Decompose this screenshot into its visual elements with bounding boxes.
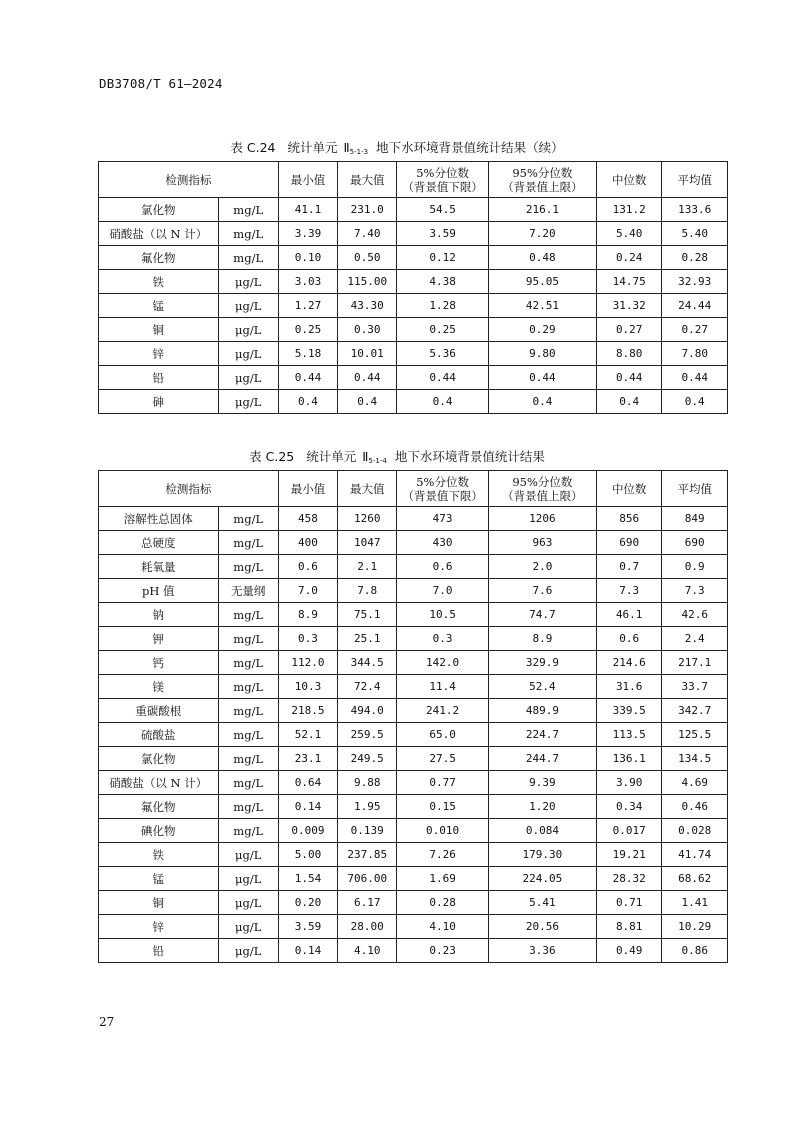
max-cell: 25.1 xyxy=(338,627,397,651)
p5-cell: 0.23 xyxy=(397,939,488,963)
header-p95-line1: 95%分位数 xyxy=(512,474,573,489)
p5-cell: 1.28 xyxy=(397,294,488,318)
indicator-cell: 重碳酸根 xyxy=(99,699,219,723)
p5-cell: 0.25 xyxy=(397,318,488,342)
max-cell: 10.01 xyxy=(338,342,397,366)
header-p5-line2: （背景值下限） xyxy=(402,179,483,194)
min-cell: 218.5 xyxy=(278,699,337,723)
indicator-cell: 氟化物 xyxy=(99,795,219,819)
table-row xyxy=(99,747,728,771)
max-cell: 494.0 xyxy=(338,699,397,723)
max-cell: 1047 xyxy=(338,531,397,555)
min-cell: 23.1 xyxy=(278,747,337,771)
min-cell: 0.14 xyxy=(278,939,337,963)
table-title: 地下水环境背景值统计结果（续） xyxy=(376,140,564,155)
header-median: 中位数 xyxy=(596,471,661,507)
mean-cell: 68.62 xyxy=(662,867,728,891)
p5-cell: 10.5 xyxy=(397,603,488,627)
unit-cell: μg/L xyxy=(218,342,278,366)
median-cell: 0.24 xyxy=(596,246,661,270)
mean-cell: 133.6 xyxy=(662,198,728,222)
p5-cell: 0.3 xyxy=(397,627,488,651)
p5-cell: 0.010 xyxy=(397,819,488,843)
max-cell: 7.40 xyxy=(338,222,397,246)
p95-cell: 0.48 xyxy=(488,246,596,270)
table-c25-body xyxy=(99,507,728,963)
min-cell: 41.1 xyxy=(278,198,337,222)
header-mean: 平均值 xyxy=(662,162,728,198)
indicator-cell: 砷 xyxy=(99,390,219,414)
median-cell: 0.4 xyxy=(596,390,661,414)
mean-cell: 33.7 xyxy=(662,675,728,699)
page-number: 27 xyxy=(99,1015,115,1029)
document-code: DB3708/T 61—2024 xyxy=(99,76,223,91)
median-cell: 113.5 xyxy=(596,723,661,747)
mean-cell: 0.4 xyxy=(662,390,728,414)
min-cell: 1.54 xyxy=(278,867,337,891)
median-cell: 0.017 xyxy=(596,819,661,843)
min-cell: 0.20 xyxy=(278,891,337,915)
median-cell: 7.3 xyxy=(596,579,661,603)
p5-cell: 7.26 xyxy=(397,843,488,867)
median-cell: 0.7 xyxy=(596,555,661,579)
median-cell: 14.75 xyxy=(596,270,661,294)
table-row xyxy=(99,507,728,531)
min-cell: 0.3 xyxy=(278,627,337,651)
p95-cell: 52.4 xyxy=(488,675,596,699)
median-cell: 0.49 xyxy=(596,939,661,963)
median-cell: 136.1 xyxy=(596,747,661,771)
p5-cell: 5.36 xyxy=(397,342,488,366)
max-cell: 4.10 xyxy=(338,939,397,963)
indicator-cell: 锌 xyxy=(99,342,219,366)
table-row xyxy=(99,939,728,963)
unit-cell: μg/L xyxy=(218,294,278,318)
min-cell: 5.00 xyxy=(278,843,337,867)
max-cell: 75.1 xyxy=(338,603,397,627)
header-median: 中位数 xyxy=(596,162,661,198)
unit-cell: mg/L xyxy=(218,747,278,771)
median-cell: 31.6 xyxy=(596,675,661,699)
min-cell: 0.44 xyxy=(278,366,337,390)
table-label: 表 C.24 xyxy=(230,140,276,155)
median-cell: 5.40 xyxy=(596,222,661,246)
p5-cell: 142.0 xyxy=(397,651,488,675)
table-c24 xyxy=(98,161,728,414)
indicator-cell: 锰 xyxy=(99,867,219,891)
p95-cell: 7.6 xyxy=(488,579,596,603)
median-cell: 8.81 xyxy=(596,915,661,939)
table-row xyxy=(99,675,728,699)
table-row xyxy=(99,795,728,819)
indicator-cell: 铜 xyxy=(99,891,219,915)
p95-cell: 8.9 xyxy=(488,627,596,651)
max-cell: 249.5 xyxy=(338,747,397,771)
max-cell: 344.5 xyxy=(338,651,397,675)
p95-cell: 5.41 xyxy=(488,891,596,915)
median-cell: 28.32 xyxy=(596,867,661,891)
table-row xyxy=(99,342,728,366)
indicator-cell: 硝酸盐（以 N 计） xyxy=(99,771,219,795)
p95-cell: 179.30 xyxy=(488,843,596,867)
p5-cell: 4.10 xyxy=(397,915,488,939)
unit-cell: 无量纲 xyxy=(218,579,278,603)
mean-cell: 342.7 xyxy=(662,699,728,723)
indicator-cell: 铅 xyxy=(99,366,219,390)
p95-cell: 20.56 xyxy=(488,915,596,939)
indicator-cell: 镁 xyxy=(99,675,219,699)
header-max: 最大值 xyxy=(338,162,397,198)
mean-cell: 24.44 xyxy=(662,294,728,318)
table-row xyxy=(99,246,728,270)
unit-cell: mg/L xyxy=(218,723,278,747)
table-row xyxy=(99,891,728,915)
max-cell: 7.8 xyxy=(338,579,397,603)
max-cell: 259.5 xyxy=(338,723,397,747)
p5-cell: 3.59 xyxy=(397,222,488,246)
p95-cell: 224.7 xyxy=(488,723,596,747)
min-cell: 0.009 xyxy=(278,819,337,843)
mean-cell: 7.80 xyxy=(662,342,728,366)
table-c24-body xyxy=(99,198,728,414)
p5-cell: 0.44 xyxy=(397,366,488,390)
min-cell: 7.0 xyxy=(278,579,337,603)
mean-cell: 217.1 xyxy=(662,651,728,675)
median-cell: 0.6 xyxy=(596,627,661,651)
table-row xyxy=(99,555,728,579)
header-p5-line1: 5%分位数 xyxy=(416,165,469,180)
indicator-cell: 钾 xyxy=(99,627,219,651)
mean-cell: 125.5 xyxy=(662,723,728,747)
min-cell: 52.1 xyxy=(278,723,337,747)
indicator-cell: 铁 xyxy=(99,843,219,867)
unit-cell: mg/L xyxy=(218,675,278,699)
unit-cell: μg/L xyxy=(218,867,278,891)
p5-cell: 27.5 xyxy=(397,747,488,771)
header-p5 xyxy=(397,471,488,507)
table-row xyxy=(99,915,728,939)
table-row xyxy=(99,198,728,222)
median-cell: 3.90 xyxy=(596,771,661,795)
indicator-cell: 钠 xyxy=(99,603,219,627)
max-cell: 9.88 xyxy=(338,771,397,795)
unit-subscript: 5-1-3 xyxy=(349,148,369,156)
indicator-cell: 耗氧量 xyxy=(99,555,219,579)
median-cell: 856 xyxy=(596,507,661,531)
mean-cell: 0.46 xyxy=(662,795,728,819)
p95-cell: 329.9 xyxy=(488,651,596,675)
table-row xyxy=(99,366,728,390)
median-cell: 0.34 xyxy=(596,795,661,819)
indicator-cell: 氯化物 xyxy=(99,198,219,222)
p95-cell: 244.7 xyxy=(488,747,596,771)
median-cell: 339.5 xyxy=(596,699,661,723)
indicator-cell: 铁 xyxy=(99,270,219,294)
header-p5-line1: 5%分位数 xyxy=(416,474,469,489)
unit-cell: μg/L xyxy=(218,318,278,342)
indicator-cell: 硫酸盐 xyxy=(99,723,219,747)
unit-cell: mg/L xyxy=(218,555,278,579)
min-cell: 1.27 xyxy=(278,294,337,318)
p95-cell: 963 xyxy=(488,531,596,555)
p5-cell: 54.5 xyxy=(397,198,488,222)
p95-cell: 0.29 xyxy=(488,318,596,342)
indicator-cell: 钙 xyxy=(99,651,219,675)
table-row xyxy=(99,771,728,795)
mean-cell: 0.44 xyxy=(662,366,728,390)
median-cell: 31.32 xyxy=(596,294,661,318)
median-cell: 46.1 xyxy=(596,603,661,627)
table-row xyxy=(99,579,728,603)
p5-cell: 65.0 xyxy=(397,723,488,747)
p95-cell: 7.20 xyxy=(488,222,596,246)
p95-cell: 224.05 xyxy=(488,867,596,891)
table-row xyxy=(99,819,728,843)
p5-cell: 11.4 xyxy=(397,675,488,699)
min-cell: 3.39 xyxy=(278,222,337,246)
mean-cell: 41.74 xyxy=(662,843,728,867)
indicator-cell: 碘化物 xyxy=(99,819,219,843)
p5-cell: 430 xyxy=(397,531,488,555)
table-unit-prefix: 统计单元 xyxy=(306,449,357,464)
max-cell: 231.0 xyxy=(338,198,397,222)
p5-cell: 4.38 xyxy=(397,270,488,294)
indicator-cell: 铜 xyxy=(99,318,219,342)
header-mean: 平均值 xyxy=(662,471,728,507)
mean-cell: 10.29 xyxy=(662,915,728,939)
min-cell: 3.59 xyxy=(278,915,337,939)
indicator-cell: 氯化物 xyxy=(99,747,219,771)
mean-cell: 849 xyxy=(662,507,728,531)
unit-cell: mg/L xyxy=(218,627,278,651)
unit-cell: μg/L xyxy=(218,939,278,963)
mean-cell: 32.93 xyxy=(662,270,728,294)
header-p95 xyxy=(488,471,596,507)
unit-cell: mg/L xyxy=(218,531,278,555)
header-p95-line2: （背景值上限） xyxy=(502,488,583,503)
max-cell: 0.30 xyxy=(338,318,397,342)
unit-cell: μg/L xyxy=(218,891,278,915)
mean-cell: 42.6 xyxy=(662,603,728,627)
mean-cell: 0.27 xyxy=(662,318,728,342)
mean-cell: 0.86 xyxy=(662,939,728,963)
header-max: 最大值 xyxy=(338,471,397,507)
table-row xyxy=(99,318,728,342)
table-row xyxy=(99,627,728,651)
table-c24-caption xyxy=(0,138,794,156)
max-cell: 706.00 xyxy=(338,867,397,891)
indicator-cell: pH 值 xyxy=(99,579,219,603)
max-cell: 1.95 xyxy=(338,795,397,819)
p5-cell: 0.6 xyxy=(397,555,488,579)
unit-cell: mg/L xyxy=(218,198,278,222)
p95-cell: 0.44 xyxy=(488,366,596,390)
median-cell: 0.71 xyxy=(596,891,661,915)
indicator-cell: 氟化物 xyxy=(99,246,219,270)
max-cell: 28.00 xyxy=(338,915,397,939)
min-cell: 0.10 xyxy=(278,246,337,270)
unit-cell: μg/L xyxy=(218,915,278,939)
table-label: 表 C.25 xyxy=(249,449,295,464)
table-row xyxy=(99,651,728,675)
header-p95 xyxy=(488,162,596,198)
mean-cell: 2.4 xyxy=(662,627,728,651)
max-cell: 0.4 xyxy=(338,390,397,414)
median-cell: 131.2 xyxy=(596,198,661,222)
min-cell: 0.4 xyxy=(278,390,337,414)
p95-cell: 9.39 xyxy=(488,771,596,795)
min-cell: 5.18 xyxy=(278,342,337,366)
header-min: 最小值 xyxy=(278,162,337,198)
max-cell: 115.00 xyxy=(338,270,397,294)
min-cell: 458 xyxy=(278,507,337,531)
unit-cell: mg/L xyxy=(218,699,278,723)
p5-cell: 0.15 xyxy=(397,795,488,819)
mean-cell: 1.41 xyxy=(662,891,728,915)
mean-cell: 0.9 xyxy=(662,555,728,579)
unit-cell: mg/L xyxy=(218,246,278,270)
p95-cell: 489.9 xyxy=(488,699,596,723)
unit-cell: μg/L xyxy=(218,843,278,867)
table-title: 地下水环境背景值统计结果 xyxy=(394,449,545,464)
p95-cell: 42.51 xyxy=(488,294,596,318)
p95-cell: 3.36 xyxy=(488,939,596,963)
unit-subscript: 5-1-4 xyxy=(368,457,387,465)
unit-cell: mg/L xyxy=(218,771,278,795)
header-p95-line2: （背景值上限） xyxy=(502,179,583,194)
p95-cell: 0.4 xyxy=(488,390,596,414)
table-row xyxy=(99,699,728,723)
median-cell: 0.44 xyxy=(596,366,661,390)
unit-cell: μg/L xyxy=(218,390,278,414)
min-cell: 0.25 xyxy=(278,318,337,342)
p95-cell: 95.05 xyxy=(488,270,596,294)
median-cell: 0.27 xyxy=(596,318,661,342)
header-p95-line1: 95%分位数 xyxy=(512,165,573,180)
max-cell: 6.17 xyxy=(338,891,397,915)
p95-cell: 2.0 xyxy=(488,555,596,579)
max-cell: 72.4 xyxy=(338,675,397,699)
indicator-cell: 硝酸盐（以 N 计） xyxy=(99,222,219,246)
p5-cell: 7.0 xyxy=(397,579,488,603)
unit-cell: μg/L xyxy=(218,366,278,390)
min-cell: 0.14 xyxy=(278,795,337,819)
min-cell: 8.9 xyxy=(278,603,337,627)
unit-cell: mg/L xyxy=(218,507,278,531)
p5-cell: 0.77 xyxy=(397,771,488,795)
p5-cell: 241.2 xyxy=(397,699,488,723)
table-unit-prefix: 统计单元 xyxy=(287,140,338,155)
unit-cell: mg/L xyxy=(218,651,278,675)
mean-cell: 4.69 xyxy=(662,771,728,795)
table-row xyxy=(99,867,728,891)
mean-cell: 0.028 xyxy=(662,819,728,843)
max-cell: 0.44 xyxy=(338,366,397,390)
header-p5-line2: （背景值下限） xyxy=(402,488,483,503)
table-row xyxy=(99,843,728,867)
table-header-row xyxy=(99,471,728,507)
p5-cell: 1.69 xyxy=(397,867,488,891)
p95-cell: 0.084 xyxy=(488,819,596,843)
table-row xyxy=(99,294,728,318)
table-row xyxy=(99,222,728,246)
p95-cell: 1206 xyxy=(488,507,596,531)
max-cell: 1260 xyxy=(338,507,397,531)
table-row xyxy=(99,531,728,555)
min-cell: 0.6 xyxy=(278,555,337,579)
roman-numeral: Ⅱ xyxy=(362,449,369,464)
header-min: 最小值 xyxy=(278,471,337,507)
max-cell: 43.30 xyxy=(338,294,397,318)
unit-cell: μg/L xyxy=(218,270,278,294)
unit-cell: mg/L xyxy=(218,795,278,819)
p5-cell: 0.28 xyxy=(397,891,488,915)
max-cell: 0.50 xyxy=(338,246,397,270)
indicator-cell: 锌 xyxy=(99,915,219,939)
p95-cell: 74.7 xyxy=(488,603,596,627)
p5-cell: 473 xyxy=(397,507,488,531)
indicator-cell: 总硬度 xyxy=(99,531,219,555)
table-c25-caption xyxy=(0,447,794,465)
min-cell: 400 xyxy=(278,531,337,555)
header-indicator: 检测指标 xyxy=(99,471,279,507)
p95-cell: 216.1 xyxy=(488,198,596,222)
mean-cell: 5.40 xyxy=(662,222,728,246)
p5-cell: 0.12 xyxy=(397,246,488,270)
min-cell: 10.3 xyxy=(278,675,337,699)
unit-cell: mg/L xyxy=(218,819,278,843)
table-row xyxy=(99,723,728,747)
table-row xyxy=(99,390,728,414)
max-cell: 2.1 xyxy=(338,555,397,579)
mean-cell: 690 xyxy=(662,531,728,555)
p95-cell: 1.20 xyxy=(488,795,596,819)
median-cell: 19.21 xyxy=(596,843,661,867)
unit-cell: mg/L xyxy=(218,603,278,627)
min-cell: 112.0 xyxy=(278,651,337,675)
indicator-cell: 铅 xyxy=(99,939,219,963)
median-cell: 690 xyxy=(596,531,661,555)
roman-numeral: Ⅱ xyxy=(343,140,350,155)
table-c25 xyxy=(98,470,728,963)
indicator-cell: 溶解性总固体 xyxy=(99,507,219,531)
header-p5 xyxy=(397,162,488,198)
mean-cell: 7.3 xyxy=(662,579,728,603)
min-cell: 3.03 xyxy=(278,270,337,294)
indicator-cell: 锰 xyxy=(99,294,219,318)
p95-cell: 9.80 xyxy=(488,342,596,366)
header-indicator: 检测指标 xyxy=(99,162,279,198)
max-cell: 237.85 xyxy=(338,843,397,867)
min-cell: 0.64 xyxy=(278,771,337,795)
max-cell: 0.139 xyxy=(338,819,397,843)
p5-cell: 0.4 xyxy=(397,390,488,414)
median-cell: 8.80 xyxy=(596,342,661,366)
median-cell: 214.6 xyxy=(596,651,661,675)
table-row xyxy=(99,603,728,627)
table-header-row xyxy=(99,162,728,198)
unit-cell: mg/L xyxy=(218,222,278,246)
mean-cell: 134.5 xyxy=(662,747,728,771)
mean-cell: 0.28 xyxy=(662,246,728,270)
table-row xyxy=(99,270,728,294)
